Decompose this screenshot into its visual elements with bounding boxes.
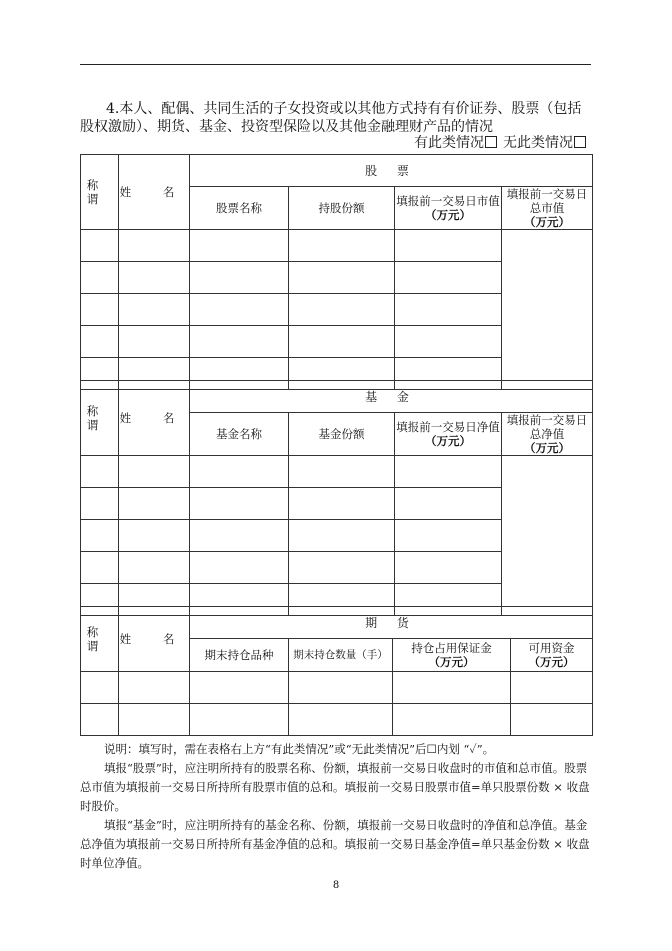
option-none-checkbox[interactable] [574,136,586,148]
stock-cell[interactable] [289,262,395,294]
stock-col-qty: 持股份额 [289,187,395,230]
stock-cell[interactable] [395,326,502,358]
futures-cell[interactable] [81,704,119,736]
fund-cell[interactable] [190,488,289,520]
stock-col-total [502,187,593,230]
stock-cell[interactable] [81,294,119,326]
fund-section-title: 基 金 [190,381,593,413]
stock-cell[interactable] [395,262,502,294]
stock-cell[interactable] [81,262,119,294]
note-paragraph: 填报“基金”时，应注明所持有的基金名称、份额，填报前一交易日收盘时的净值和总净值。基金总净值为填报前一交易日所持所有基金净值的总和。填报前一交易日基金净值=单只基金份数 × 收盘时单位净值。 [80,818,590,870]
stock-col-name: 姓 名 [119,155,190,230]
futures-cell[interactable] [511,672,593,704]
stock-cell[interactable] [190,262,289,294]
fund-cell[interactable] [289,552,395,584]
futures-col-margin-unit: （万元） [428,655,475,669]
futures-col-margin-label: 持仓占用保证金 [411,641,492,655]
option-has-checkbox[interactable] [485,136,497,148]
futures-col-item: 期末持仓品种 [190,639,289,672]
futures-cell[interactable] [119,704,190,736]
futures-col-margin [393,639,511,672]
fund-cell[interactable] [119,520,190,552]
fund-cell[interactable] [190,520,289,552]
fund-cell[interactable] [81,456,119,488]
fund-cell[interactable] [190,552,289,584]
option-has-label: 有此类情况 [414,135,484,151]
fund-cell[interactable] [190,456,289,488]
top-rule [80,64,591,65]
futures-cell[interactable] [393,704,511,736]
futures-cell[interactable] [511,704,593,736]
fund-cell[interactable] [395,488,502,520]
fund-col-value [395,413,502,456]
stock-cell[interactable] [395,294,502,326]
futures-cell[interactable] [289,704,393,736]
stock-cell[interactable] [119,230,190,262]
futures-cell[interactable] [393,672,511,704]
stock-cell[interactable] [119,294,190,326]
futures-section-title: 期 货 [190,607,593,639]
stock-total-cell[interactable] [502,230,593,390]
fund-total-cell[interactable] [502,456,593,616]
stock-cell[interactable] [289,294,395,326]
fund-cell[interactable] [81,520,119,552]
futures-col-funds-label: 可用资金 [528,641,575,655]
fund-col-relation: 称 谓 [81,381,119,456]
fund-col-value-label: 填报前一交易日净值 [396,420,500,434]
stock-cell[interactable] [190,230,289,262]
fund-col-item: 基金名称 [190,413,289,456]
situation-options [414,135,592,151]
futures-col-qty: 期末持仓数量（手） [289,639,393,672]
futures-table [80,606,593,736]
stock-section-title: 股 票 [190,155,593,187]
futures-col-funds [511,639,593,672]
stock-col-value-label: 填报前一交易日市值 [396,194,500,208]
stock-cell[interactable] [81,230,119,262]
fund-col-value-unit: （万元） [425,434,471,448]
fund-cell[interactable] [119,552,190,584]
fund-col-total-unit: （万元） [524,441,570,455]
futures-cell[interactable] [119,672,190,704]
stock-cell[interactable] [289,326,395,358]
futures-col-relation: 称 谓 [81,607,119,672]
section-heading: 4.本人、配偶、共同生活的子女投资或以其他方式持有有价证券、股票（包括股权激励）、期货、基金、投资型保险以及其他金融理财产品的情况 [80,101,582,135]
fund-col-total-label: 填报前一交易日总净值 [506,413,588,441]
futures-cell[interactable] [289,672,393,704]
stock-cell[interactable] [190,294,289,326]
page-number: 8 [332,880,340,891]
stock-col-total-unit: （万元） [524,215,570,229]
fund-cell[interactable] [289,520,395,552]
stock-cell[interactable] [190,326,289,358]
futures-col-funds-unit: （万元） [528,655,575,669]
option-none-label: 无此类情况 [503,135,573,151]
stock-col-value [395,187,502,230]
fund-cell[interactable] [289,488,395,520]
futures-cell[interactable] [81,672,119,704]
fund-table [80,380,593,616]
fund-cell[interactable] [395,456,502,488]
fund-cell[interactable] [395,552,502,584]
fund-cell[interactable] [81,488,119,520]
stock-col-value-unit: （万元） [425,208,471,222]
fund-cell[interactable] [119,488,190,520]
stock-cell[interactable] [289,230,395,262]
fund-cell[interactable] [81,552,119,584]
futures-col-name: 姓 名 [119,607,190,672]
fund-cell[interactable] [119,456,190,488]
futures-cell[interactable] [190,672,289,704]
stock-table [80,154,593,390]
stock-col-item: 股票名称 [190,187,289,230]
stock-cell[interactable] [395,230,502,262]
stock-cell[interactable] [119,326,190,358]
stock-cell[interactable] [119,262,190,294]
fund-col-total [502,413,593,456]
fund-col-qty: 基金份额 [289,413,395,456]
fund-col-name: 姓 名 [119,381,190,456]
futures-cell[interactable] [190,704,289,736]
fund-cell[interactable] [395,520,502,552]
stock-col-total-label: 填报前一交易日总市值 [506,187,588,215]
note-paragraph: 说明：填写时，需在表格右上方“有此类情况”或“无此类情况”后☐内划 “✓”。 [104,742,495,756]
note-paragraph: 填报“股票”时，应注明所持有的股票名称、份额，填报前一交易日收盘时的市值和总市值。股票总市值为填报前一交易日所持所有股票市值的总和。填报前一交易日股票市值=单只股票份数 × 收盘时股价。 [80,761,590,813]
stock-cell[interactable] [81,326,119,358]
fund-cell[interactable] [289,456,395,488]
notes [80,740,592,873]
stock-col-relation: 称 谓 [81,155,119,230]
